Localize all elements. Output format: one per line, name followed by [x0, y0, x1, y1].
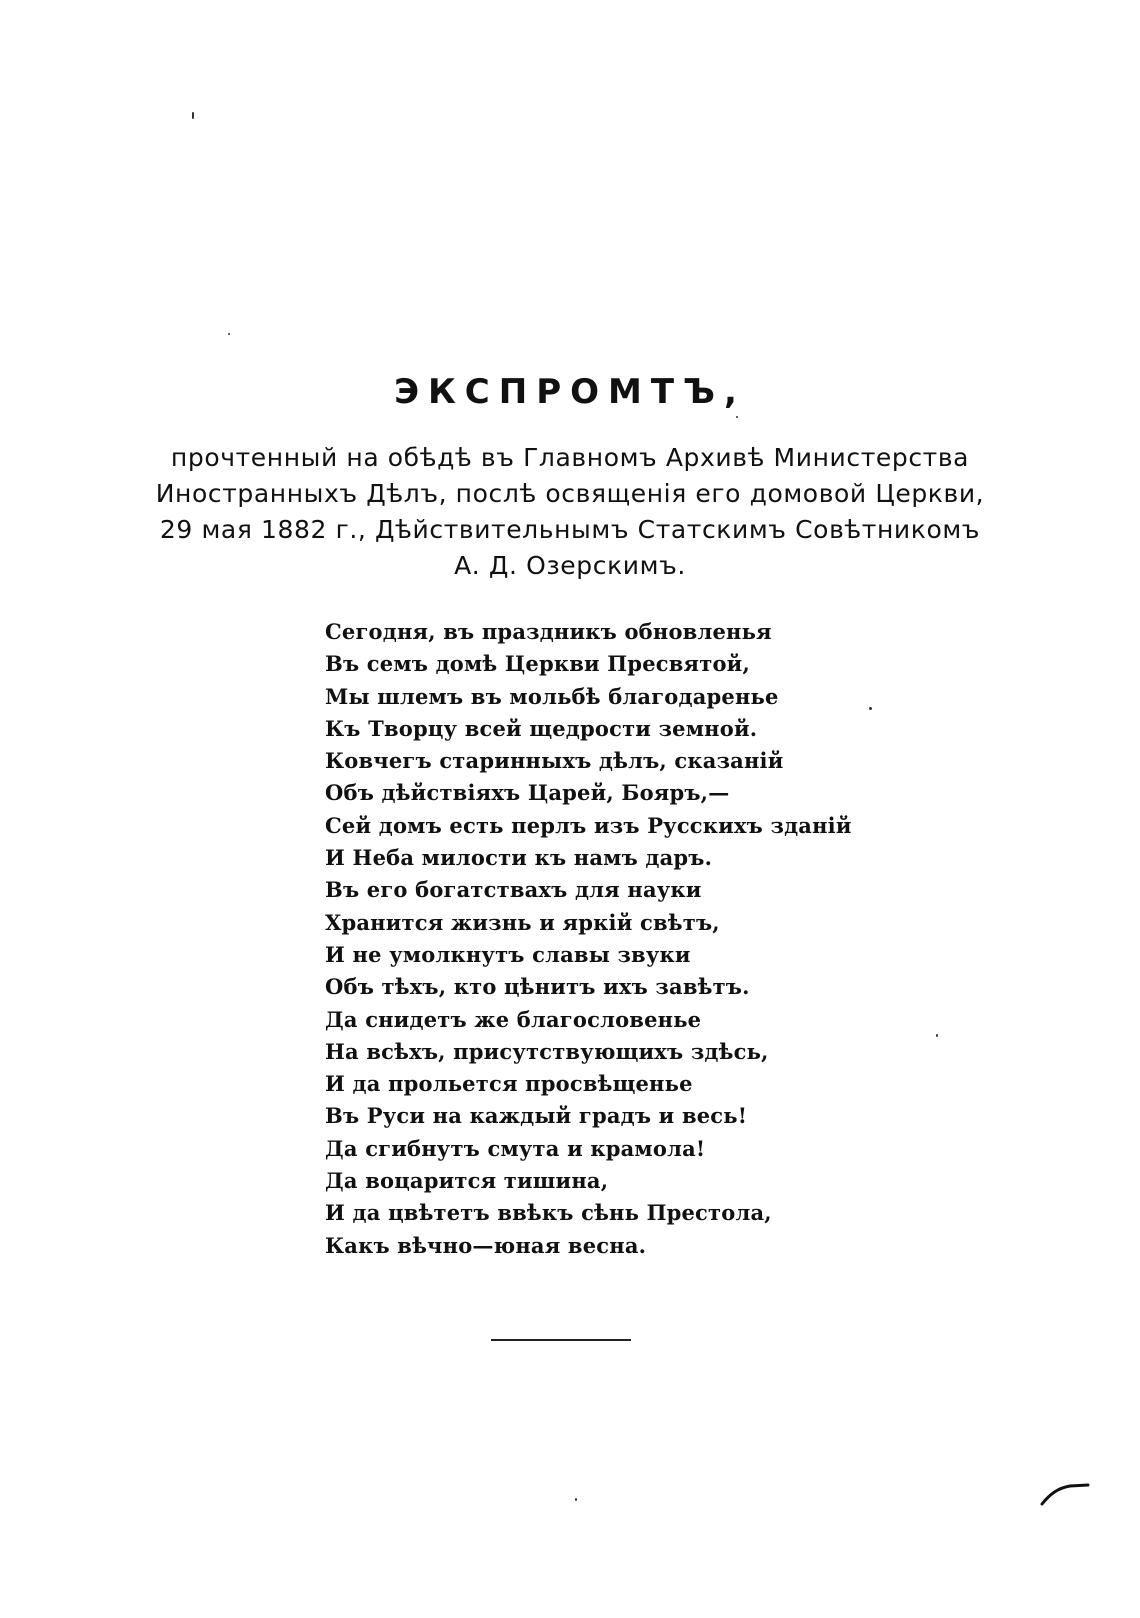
poem-line: Хранится жизнь и яркій свѣтъ, [325, 909, 720, 935]
subtitle-line: 29 мая 1882 г., Дѣйствительнымъ Статскимъ Совѣтникомъ [159, 515, 981, 544]
poem-line: Мы шлемъ въ мольбѣ благодаренье [325, 683, 779, 709]
scan-speck [575, 1498, 577, 1501]
subtitle-line: А. Д. Озерскимъ. [454, 551, 686, 580]
poem-line: Сей домъ есть перлъ изъ Русскихъ зданій [325, 812, 852, 838]
poem-line: Да воцарится тишина, [325, 1168, 609, 1194]
poem-line: Къ Творцу всей щедрости земной. [325, 715, 758, 741]
scan-speck [228, 333, 230, 335]
poem-line: Объ тѣхъ, кто цѣнитъ ихъ завѣтъ. [325, 974, 750, 1000]
poem-line: Въ Руси на каждый градъ и весь! [325, 1103, 748, 1129]
poem-line: Въ семъ домѣ Церкви Пресвятой, [325, 651, 750, 677]
scan-mark [1036, 1478, 1092, 1508]
poem-line: Объ дѣйствіяхъ Царей, Бояръ,— [325, 780, 730, 806]
poem-line: И Неба милости къ намъ даръ. [325, 845, 713, 871]
subtitle-line: Иностранныхъ Дѣлъ, послѣ освященія его домовой Церкви, [155, 479, 985, 508]
poem-line: Да снидетъ же благословенье [325, 1006, 702, 1032]
subtitle [60, 440, 1080, 584]
scan-speck [192, 112, 194, 119]
scan-speck [736, 416, 738, 418]
scan-speck [936, 1034, 938, 1037]
poem-line: Какъ вѣчно—юная весна. [325, 1232, 647, 1258]
poem-line: Въ его богатствахъ для науки [325, 877, 702, 903]
poem-line: Сегодня, въ праздникъ обновленья [325, 619, 772, 644]
poem-title: ЭКСПРОМТЪ, [394, 372, 746, 412]
poem-body [325, 616, 852, 1262]
poem-line: И да прольется просвѣщенье [325, 1071, 693, 1097]
poem-line: На всѣхъ, присутствующихъ здѣсь, [325, 1038, 769, 1064]
subtitle-line: прочтенный на обѣдѣ въ Главномъ Архивѣ Министерства [170, 443, 970, 472]
poem-line: И да цвѣтетъ ввѣкъ сѣнь Престола, [325, 1200, 772, 1226]
scan-speck [869, 707, 872, 710]
poem-line: Ковчегъ старинныхъ дѣлъ, сказаній [325, 748, 784, 774]
poem-line: И не умолкнутъ славы звуки [325, 941, 691, 967]
closing-rule [491, 1339, 631, 1341]
poem-line: Да сгибнутъ смута и крамола! [325, 1135, 706, 1161]
